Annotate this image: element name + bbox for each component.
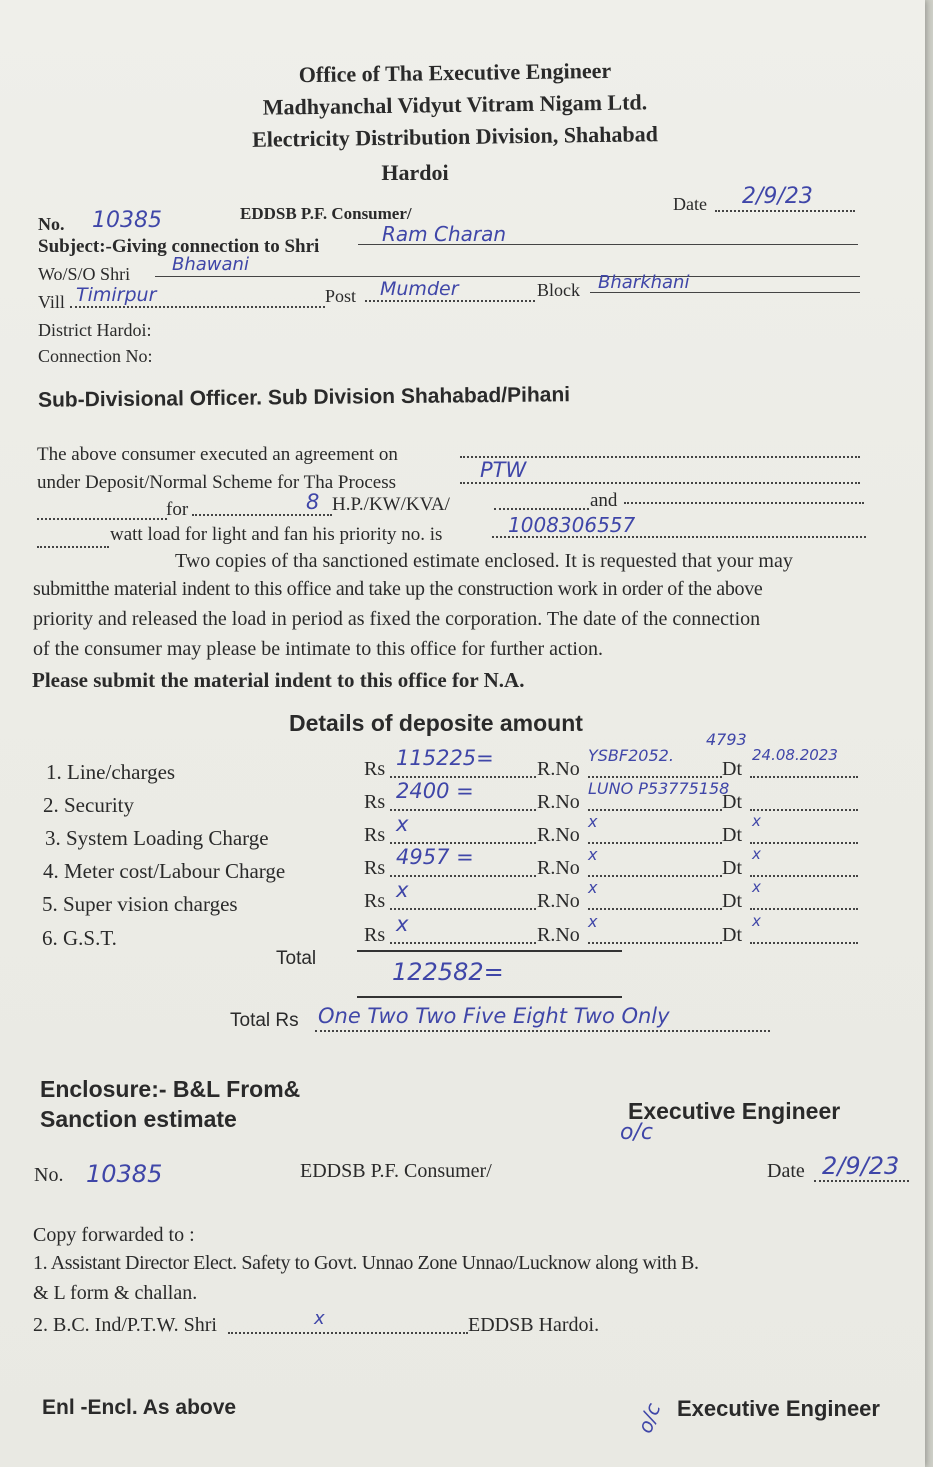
body-para3: priority and released the load in period as fixed the corporation. The date of the connection bbox=[33, 608, 761, 630]
footer-date-label: Date bbox=[767, 1160, 805, 1182]
deposit-rno-value: YSBF2052. bbox=[588, 746, 674, 765]
deposit-rs-value: 4957 = bbox=[396, 845, 474, 869]
deposit-dt-value: x bbox=[752, 912, 761, 930]
body-line2: under Deposit/Normal Scheme for Tha Process bbox=[37, 472, 396, 493]
body-para1: Two copies of tha sanctioned estimate enclosed. It is requested that your may bbox=[175, 550, 793, 572]
signature-mark-1: o/c bbox=[620, 1120, 653, 1145]
wo-value: Bhawani bbox=[172, 254, 249, 275]
addressee: Sub-Divisional Officer. Sub Division Shahabad/Pihani bbox=[37, 383, 571, 412]
scheme-value: PTW bbox=[480, 458, 527, 482]
body-para2: submitthe material indent to this office and take up the construction work in order of the above bbox=[33, 578, 763, 600]
deposit-rno-value: x bbox=[588, 845, 598, 864]
body-for: for bbox=[166, 499, 189, 520]
deposit-rs-label: Rs bbox=[364, 857, 386, 879]
header-line1: Office of Tha Executive Engineer bbox=[298, 57, 612, 88]
footer-no-label: No. bbox=[34, 1164, 64, 1186]
body-line4: watt load for light and fan his priority no. is bbox=[110, 524, 443, 545]
block-label: Block bbox=[537, 280, 580, 300]
copy-line1a: 1. Assistant Director Elect. Safety to Govt. Unnao Zone Unnao/Lucknow along with B. bbox=[33, 1252, 699, 1274]
deposit-rno-value: x bbox=[588, 878, 598, 897]
hp-value: 8 bbox=[306, 490, 320, 514]
footer-no-value: 10385 bbox=[86, 1160, 163, 1188]
deposit-item-label: 4. Meter cost/Labour Charge bbox=[43, 859, 286, 883]
total-rs-label: Total Rs bbox=[230, 1010, 299, 1031]
footer-encl: Enl -Encl. As above bbox=[42, 1396, 237, 1419]
deposit-dt-label: Dt bbox=[722, 924, 742, 946]
deposit-rs-value: 115225= bbox=[396, 746, 494, 770]
deposit-rs-value: x bbox=[396, 878, 409, 902]
deposit-dt-label: Dt bbox=[722, 791, 742, 813]
deposit-dt-label: Dt bbox=[722, 824, 742, 846]
total-words: One Two Two Five Eight Two Only bbox=[318, 1004, 670, 1028]
hp-unit: H.P./KW/KVA/ bbox=[332, 494, 450, 515]
no-value: 10385 bbox=[92, 208, 162, 233]
priority-value: 1008306557 bbox=[508, 513, 636, 537]
header-line2: Madhyanchal Vidyut Vitram Nigam Ltd. bbox=[262, 89, 648, 120]
deposit-item-label: 5. Super vision charges bbox=[42, 892, 238, 916]
deposit-rno-value: x bbox=[588, 812, 598, 831]
deposit-rs-label: Rs bbox=[364, 924, 386, 946]
deposit-rs-label: Rs bbox=[364, 890, 386, 912]
deposit-rno-label: R.No bbox=[537, 791, 580, 813]
total-label: Total bbox=[276, 948, 317, 969]
copy-line2-label: 2. B.C. Ind/P.T.W. Shri bbox=[33, 1314, 217, 1336]
copy-line2-tail: EDDSB Hardoi. bbox=[468, 1314, 600, 1336]
no-label: No. bbox=[38, 214, 65, 234]
deposit-rs-label: Rs bbox=[364, 758, 386, 780]
deposit-rno-value: x bbox=[588, 912, 598, 931]
deposit-dt-value: x bbox=[752, 878, 761, 896]
enclosure-line2: Sanction estimate bbox=[40, 1106, 237, 1132]
deposit-rs-label: Rs bbox=[364, 824, 386, 846]
date-value: 2/9/23 bbox=[742, 184, 813, 209]
total-value: 122582= bbox=[392, 958, 504, 986]
deposit-item-label: 2. Security bbox=[43, 793, 134, 817]
deposit-rs-value: x bbox=[396, 812, 409, 836]
deposit-rno-label: R.No bbox=[537, 824, 580, 846]
header-line3: Electricity Distribution Division, Shahabad bbox=[251, 121, 659, 152]
deposit-dt-label: Dt bbox=[722, 758, 742, 780]
body-and: and bbox=[590, 490, 618, 511]
date-label: Date bbox=[673, 194, 707, 214]
deposit-item-label: 3. System Loading Charge bbox=[45, 826, 269, 850]
copy-line1b: & L form & challan. bbox=[33, 1282, 198, 1304]
deposit-rs-label: Rs bbox=[364, 791, 386, 813]
deposit-dt-value: x bbox=[752, 812, 761, 830]
signatory-2: Executive Engineer bbox=[677, 1396, 880, 1421]
block-value: Bharkhani bbox=[598, 272, 690, 293]
footer-eddsb-label: EDDSB P.F. Consumer/ bbox=[300, 1160, 492, 1182]
deposit-rs-value: 2400 = bbox=[396, 779, 474, 803]
deposit-rno-label: R.No bbox=[537, 924, 580, 946]
wo-label: Wo/S/O Shri bbox=[38, 264, 131, 284]
copy-label: Copy forwarded to : bbox=[33, 1224, 195, 1246]
deposit-rno-label: R.No bbox=[537, 890, 580, 912]
district-label: District Hardoi: bbox=[38, 320, 152, 340]
deposit-dt-value: x bbox=[752, 845, 761, 863]
deposit-rno-label: R.No bbox=[537, 857, 580, 879]
subject-label: Subject:-Giving connection to Shri bbox=[38, 236, 320, 257]
enclosure-line1: Enclosure:- B&L From& bbox=[40, 1076, 301, 1102]
deposit-item-label: 1. Line/charges bbox=[46, 760, 176, 784]
deposit-item-label: 6. G.S.T. bbox=[42, 926, 117, 950]
deposit-dt-value: 24.08.2023 bbox=[752, 746, 838, 764]
signature-mark-2: o/c bbox=[632, 1399, 666, 1437]
deposit-title: Details of deposite amount bbox=[289, 710, 583, 736]
header-line4: Hardoi bbox=[381, 160, 449, 185]
body-para4: of the consumer may please be intimate to this office for further action. bbox=[33, 638, 603, 660]
vill-label: Vill bbox=[38, 292, 65, 312]
eddsb-label: EDDSB P.F. Consumer/ bbox=[240, 204, 412, 223]
footer-date-value: 2/9/23 bbox=[822, 1152, 900, 1180]
deposit-rno-label: R.No bbox=[537, 758, 580, 780]
copy-line2-value: x bbox=[314, 1308, 325, 1329]
body-line1: The above consumer executed an agreement on bbox=[37, 444, 398, 465]
post-label: Post bbox=[325, 286, 357, 306]
deposit-rno-value: LUNO P53775158 bbox=[588, 779, 730, 798]
please-submit: Please submit the material indent to this office for N.A. bbox=[32, 668, 525, 692]
subject-value: Ram Charan bbox=[382, 222, 507, 246]
vill-value: Timirpur bbox=[76, 284, 157, 306]
deposit-dt-label: Dt bbox=[722, 857, 742, 879]
post-value: Mumder bbox=[380, 278, 459, 300]
deposit-dt-label: Dt bbox=[722, 890, 742, 912]
connection-label: Connection No: bbox=[38, 346, 153, 366]
deposit-rs-value: x bbox=[396, 912, 409, 936]
signatory-1: Executive Engineer bbox=[628, 1098, 841, 1124]
deposit-note: 4793 bbox=[706, 730, 747, 749]
